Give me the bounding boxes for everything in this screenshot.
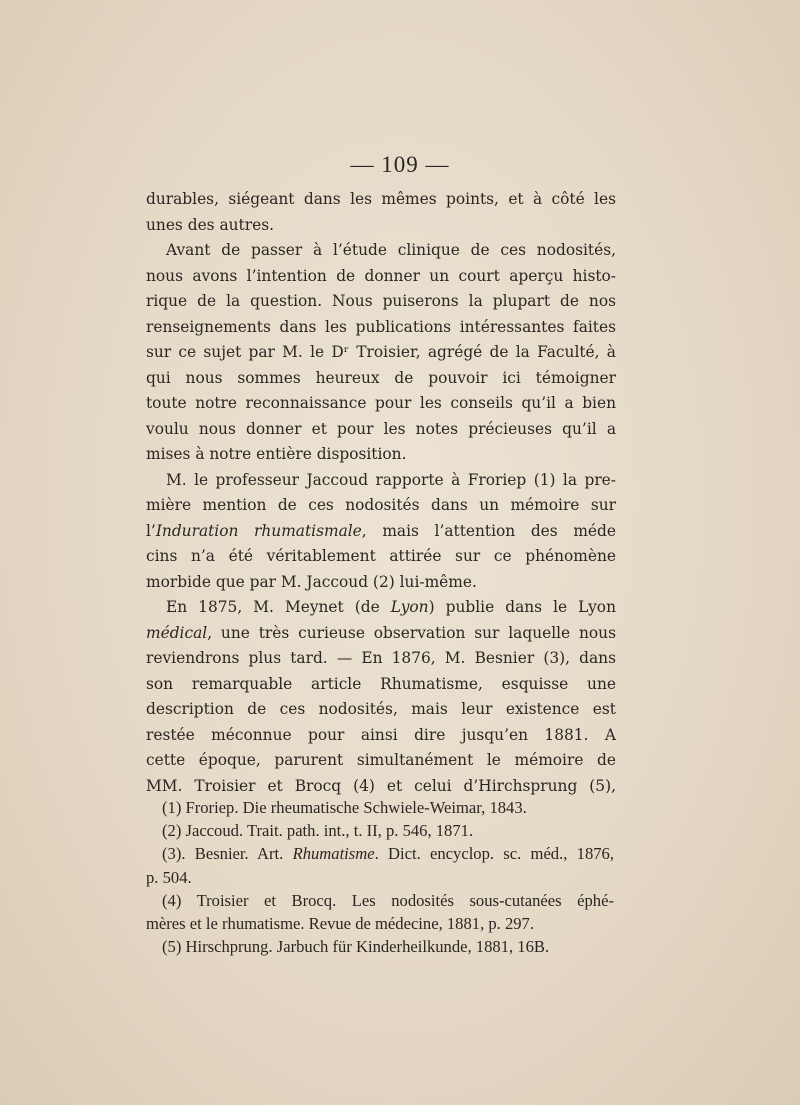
text-line: médical, une très curieuse observation sur laquelle nous [146, 623, 616, 642]
text-line: unes des autres. [146, 215, 275, 234]
text-line: son remarquable article Rhumatisme, esquisse une [146, 674, 616, 693]
footnote: (5) Hirschprung. Jarbuch für Kinderheilkunde, 1881, 16B. [162, 937, 550, 957]
text-line: durables, siégeant dans les mêmes points, et à côté les [146, 190, 616, 208]
footnotes [146, 796, 614, 958]
footnote: (3). Besnier. Art. Rhumatisme. Dict. encyclop. sc. méd., 1876, [162, 844, 614, 864]
text-line: renseignements dans les publications intéressantes faites [146, 317, 616, 336]
text-line: sur ce sujet par M. le Dʳ Troisier, agrégé de la Faculté, à [146, 343, 616, 361]
footnote-continuation: mères et le rhumatisme. Revue de médecine, 1881, p. 297. [146, 914, 534, 934]
body-text [146, 187, 616, 799]
text-line: nous avons l’intention de donner un court aperçu histo- [146, 266, 616, 285]
text-line: description de ces nodosités, mais leur existence est [146, 700, 616, 718]
text-line: En 1875, M. Meynet (de Lyon) publie dans le Lyon [166, 598, 616, 616]
text-line: reviendrons plus tard. — En 1876, M. Besnier (3), dans [146, 649, 616, 667]
footnote: (4) Troisier et Brocq. Les nodosités sous-cutanées éphé- [162, 890, 614, 910]
text-line: mises à notre entière disposition. [146, 445, 407, 463]
text-line: MM. Troisier et Brocq (4) et celui d’Hirchsprung (5), [146, 776, 616, 795]
text-line: restée méconnue pour ainsi dire jusqu’en 1881. A [146, 725, 616, 744]
text-line: M. le professeur Jaccoud rapporte à Froriep (1) la pre- [166, 470, 616, 489]
text-line: qui nous sommes heureux de pouvoir ici témoigner [146, 368, 616, 387]
footnote: (1) Froriep. Die rheumatische Schwiele-Weimar, 1843. [162, 798, 527, 817]
page-number: — 109 — [350, 152, 450, 177]
text-line: mière mention de ces nodosités dans un mémoire sur [146, 496, 616, 514]
text-line: voulu nous donner et pour les notes précieuses qu’il a [146, 419, 616, 438]
text-line: morbide que par M. Jaccoud (2) lui-même. [146, 572, 477, 591]
footnote-continuation: p. 504. [146, 867, 192, 887]
footnote: (2) Jaccoud. Trait. path. int., t. II, p. 546, 1871. [162, 821, 474, 841]
text-line: cette époque, parurent simultanément le mémoire de [146, 751, 616, 769]
text-line: rique de la question. Nous puiserons la plupart de nos [146, 292, 616, 310]
text-line: Avant de passer à l’étude clinique de ces nodosités, [166, 241, 616, 259]
text-line: cins n’a été véritablement attirée sur ce phénomène [146, 547, 616, 565]
text-line: toute notre reconnaissance pour les conseils qu’il a bien [146, 394, 616, 412]
text-line: l’Induration rhumatismale, mais l’attention des méde [146, 521, 616, 540]
